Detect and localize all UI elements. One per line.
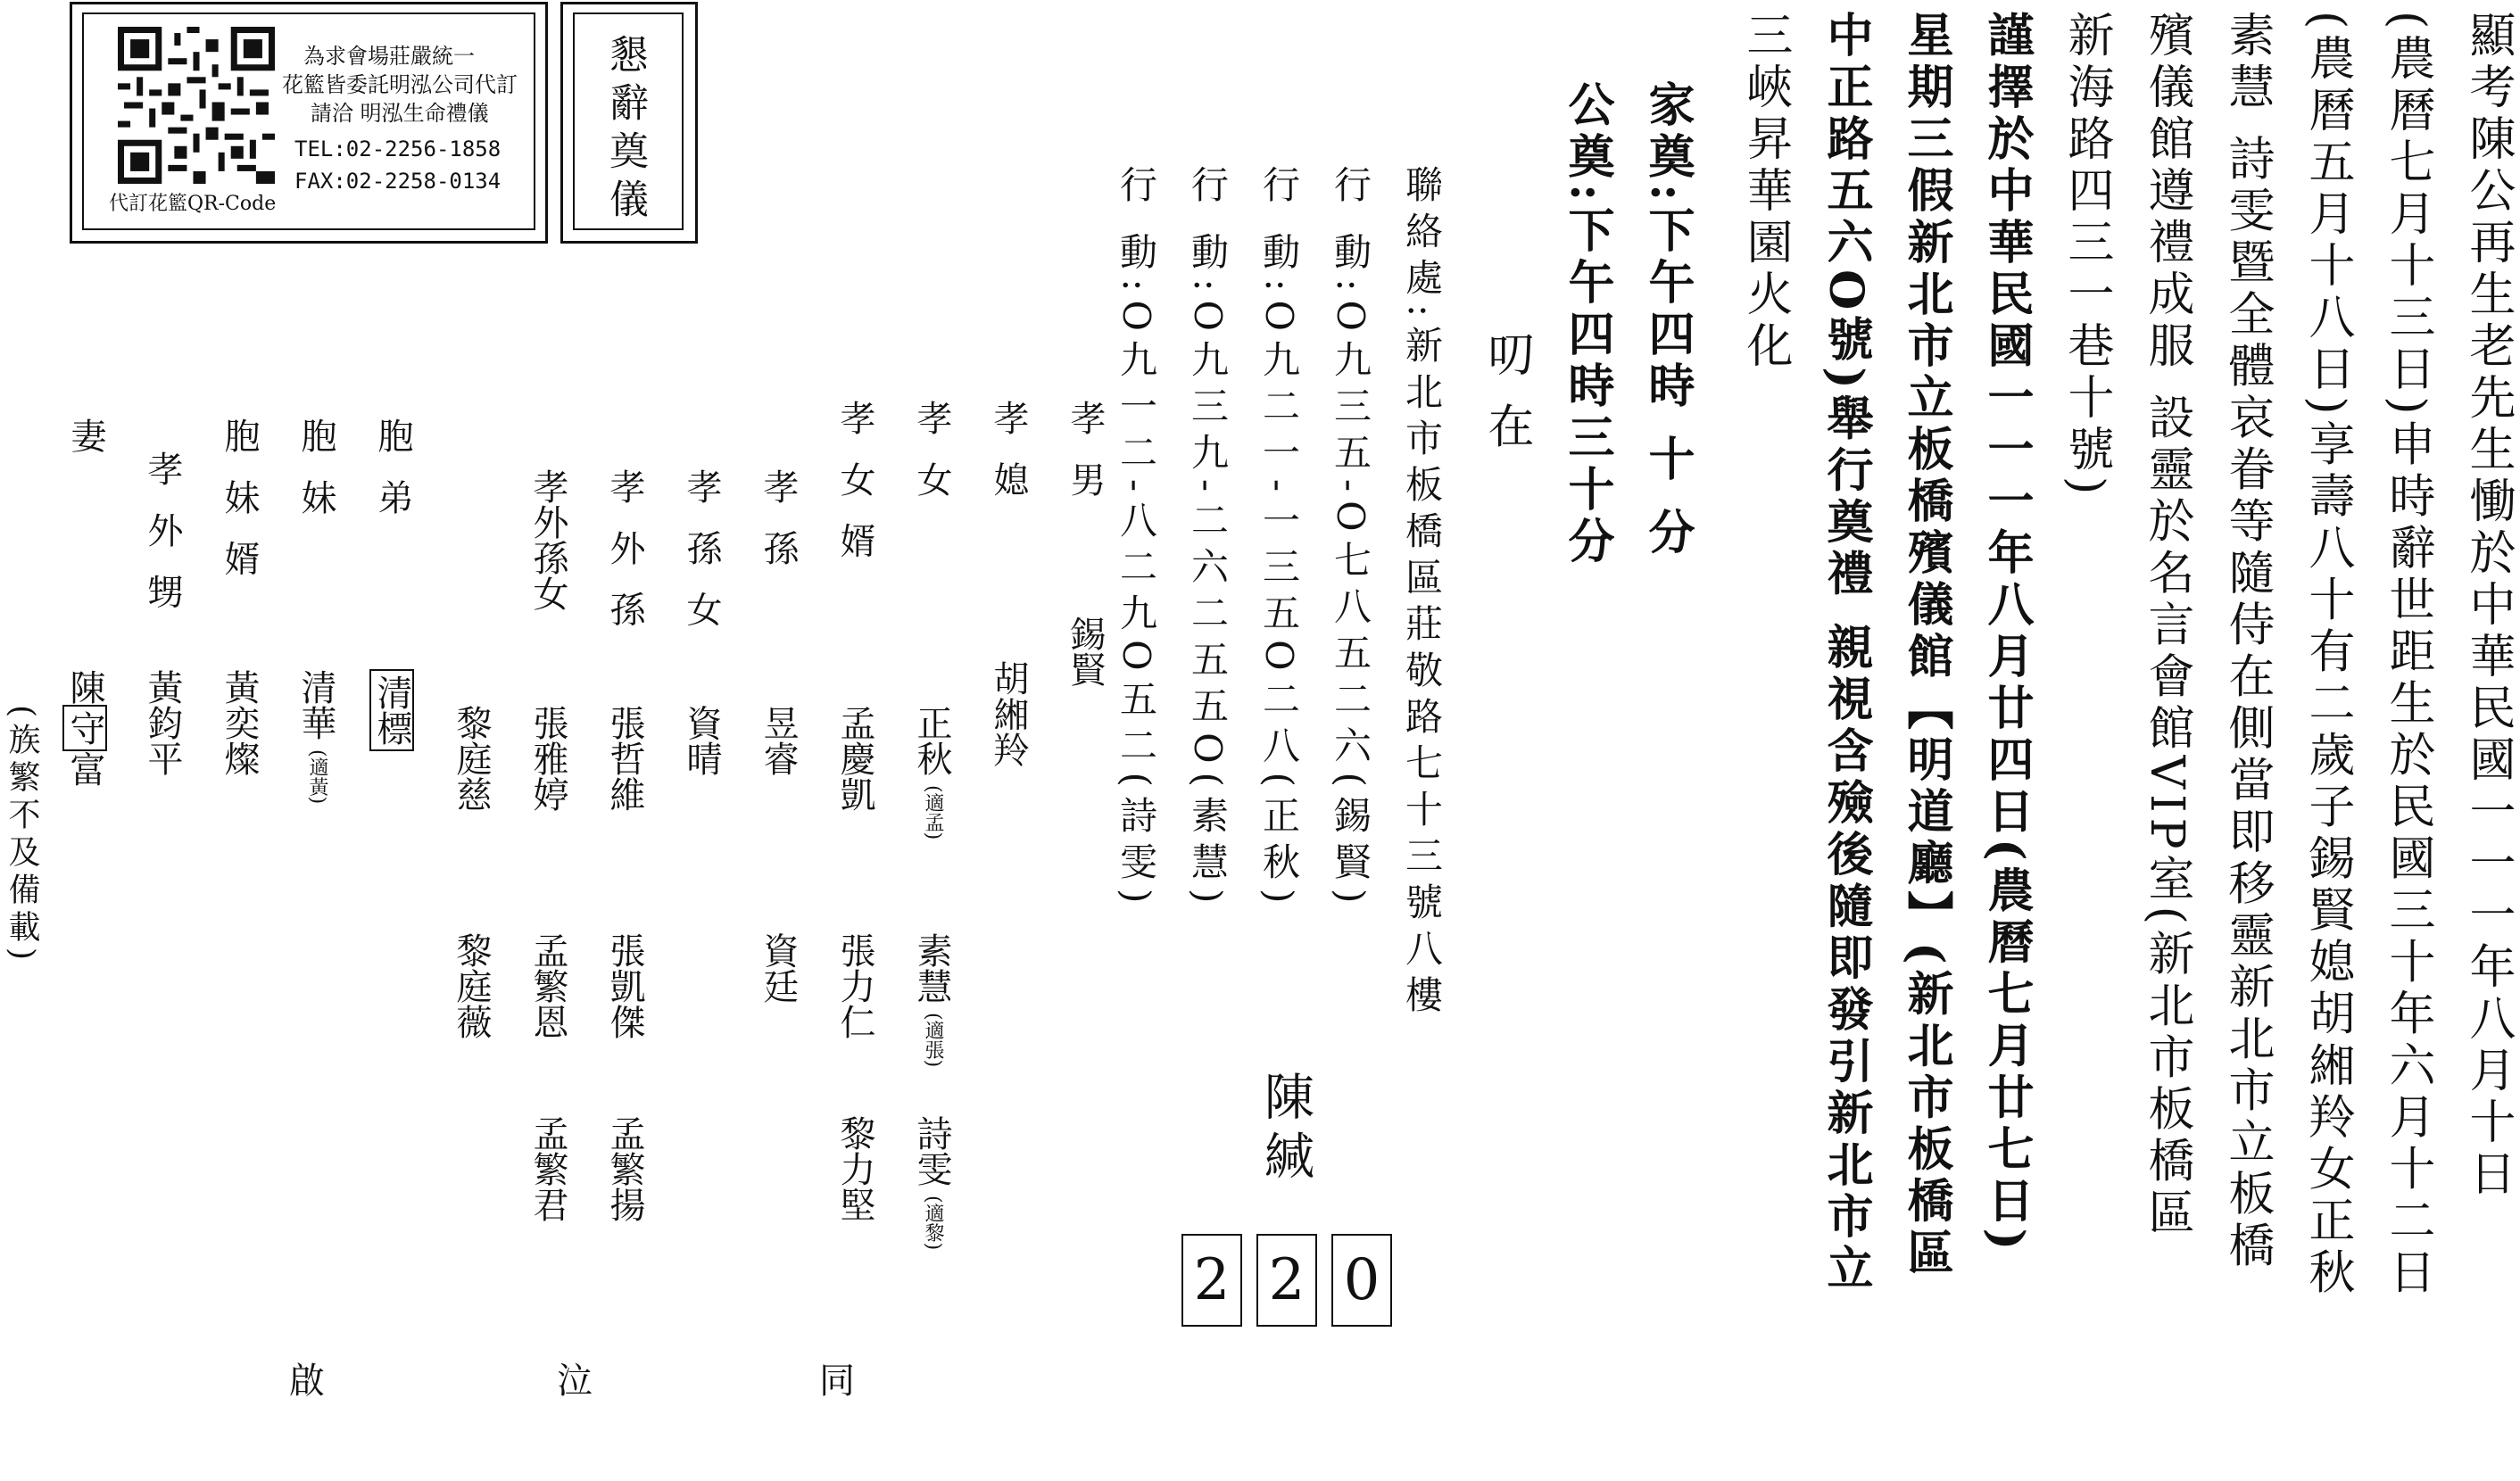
brother-name-boxed: 清標 [369,669,414,751]
contact-address: 聯絡處:新北市板橋區莊敬路七十三號八樓 [1400,165,1444,1022]
role-son-in-law: 孝 女 婿 [834,400,875,566]
closing-qi: 泣 [557,1361,593,1402]
ext-granddaughter-name-1: 張雅婷 [527,705,568,812]
obituary-line-7: 謹擇於中華民國一一一年八月廿四日(農曆七月廿七日) [1979,11,2034,1256]
contact-phone-4: 行 動:O九一二-八二九O五二(詩雯) [1115,165,1158,913]
role-brother: 胞 弟 [372,418,413,522]
obituary-line-6: 新海路四三一巷十號) [2060,11,2113,501]
ext-grandson-name-3: 孟繁揚 [604,1115,645,1222]
daughter-note-3: (適黎) [922,1196,944,1251]
decline-gifts-text: 懇辭奠儀 [602,34,648,227]
florist-fax: FAX:02-2258-0134 [294,169,502,194]
florist-line-3: 請洽 明泓生命禮儀 [311,101,489,126]
obituary-line-10: 三峽昇華園火化 [1738,11,1792,373]
role-ext-grandson: 孝 外 孫 [604,468,645,634]
son-in-law-name-3: 黎力堅 [834,1115,875,1222]
daughter-note-1: (適孟) [922,785,944,840]
son-in-law-name-1: 孟慶凱 [834,705,875,812]
role-granddaughter: 孝 孫 女 [681,468,722,634]
nephew-name: 黃鈞平 [142,669,183,776]
contact-phone-2: 行 動:O九二一-一三五O二八(正秋) [1257,165,1301,913]
ext-granddaughter2-name-1: 黎庭慈 [451,705,492,812]
contact-phone-1: 行 動:O九三五-O七八五二六(錫賢) [1329,165,1372,913]
role-sister-husband: 胞 妹 婿 [219,418,260,583]
ext-granddaughter-name-3: 孟繁君 [527,1115,568,1222]
daughter-name-3: 詩雯 [911,1115,952,1187]
signature-name: 陳緘 [1256,1071,1314,1188]
brother-name [369,669,414,751]
grandson-name-1: 昱睿 [758,705,799,776]
wife-name [62,669,107,787]
obituary-line-2: (農曆七月十三日)申時辭世距生於民國三十年六月十二日 [2381,11,2434,1300]
florist-tel: TEL:02-2256-1858 [294,137,502,161]
wife-name-suffix: 富 [64,751,105,787]
obituary-line-8: 星期三假新北市立板橋殯儀館【明道廳】(新北市板橋區 [1899,11,1953,1280]
contact-phone-3: 行 動:O九三九-二六二五五O(素慧) [1186,165,1230,913]
daughter-in-law-name-1: 胡緗羚 [988,660,1029,767]
sister-note: (適黃) [306,749,328,805]
family-ceremony-time: 家奠:下午四時 十 分 [1640,80,1695,560]
wife-name-boxed: 守 [62,705,107,751]
ext-granddaughter2-name-2: 黎庭薇 [451,932,492,1039]
closing-kai: 啟 [289,1361,325,1402]
closing-tong: 同 [819,1361,855,1402]
son-name-1: 錫賢 [1065,616,1106,687]
qr-caption: 代訂花籃QR-Code [109,193,277,215]
code-digit-2: 2 [1256,1234,1317,1327]
ext-grandson-name-2: 張凱傑 [604,932,645,1039]
role-grandson: 孝 孫 [758,468,799,573]
grandson-name-2: 資廷 [758,932,799,1004]
obituary-line-5: 殯儀館遵禮成服 設靈於名言會館VIP室(新北市板橋區 [2140,11,2193,1240]
obituary-line-3: (農曆五月十八日)享壽八十有二歲子錫賢媳胡緗羚女正秋 [2300,11,2354,1300]
obituary-line-1: 顯考陳公再生老先生慟於中華民國一一一年八月十日 [2461,11,2515,1201]
wife-name-prefix: 陳 [64,669,105,705]
qr-code-icon[interactable] [118,27,275,184]
sister-name: 清華 [295,669,336,740]
role-ext-granddaughter: 孝外孫女 [527,468,568,611]
role-daughter: 孝 女 [911,400,952,504]
florist-line-2: 花籃皆委託明泓公司代訂 [282,72,518,97]
public-ceremony-time: 公奠:下午四時三十分 [1560,80,1614,569]
daughter-name-1: 正秋 [911,705,952,776]
code-digit-3: 0 [1331,1234,1392,1327]
ext-granddaughter-name-2: 孟繁恩 [527,932,568,1039]
role-wife: 妻 [65,418,106,460]
obituary-line-4: 素慧 詩雯暨全體哀眷等隨侍在側當即移靈新北市立板橋 [2220,11,2274,1273]
sister-husband-name: 黃奕燦 [219,669,260,776]
granddaughter-name-1: 資晴 [681,705,722,776]
role-nephew: 孝 外 甥 [142,451,183,616]
notice-text: 叨 在 [1480,330,1533,454]
son-in-law-name-2: 張力仁 [834,932,875,1039]
role-sister: 胞 妹 [295,418,336,522]
daughter-note-2: (適張) [922,1013,944,1068]
role-son: 孝 男 [1065,400,1106,504]
footer-note: (族繁不及備載) [4,705,40,966]
daughter-name-2: 素慧 [911,932,952,1004]
role-daughter-in-law: 孝 媳 [988,400,1029,504]
obituary-line-9: 中正路五六O號)舉行奠禮 親視含殮後隨即發引新北市立 [1819,11,1873,1296]
code-digit-1: 2 [1181,1234,1242,1327]
ext-grandson-name-1: 張哲維 [604,705,645,812]
florist-line-1: 為求會場莊嚴統一 [303,44,475,69]
